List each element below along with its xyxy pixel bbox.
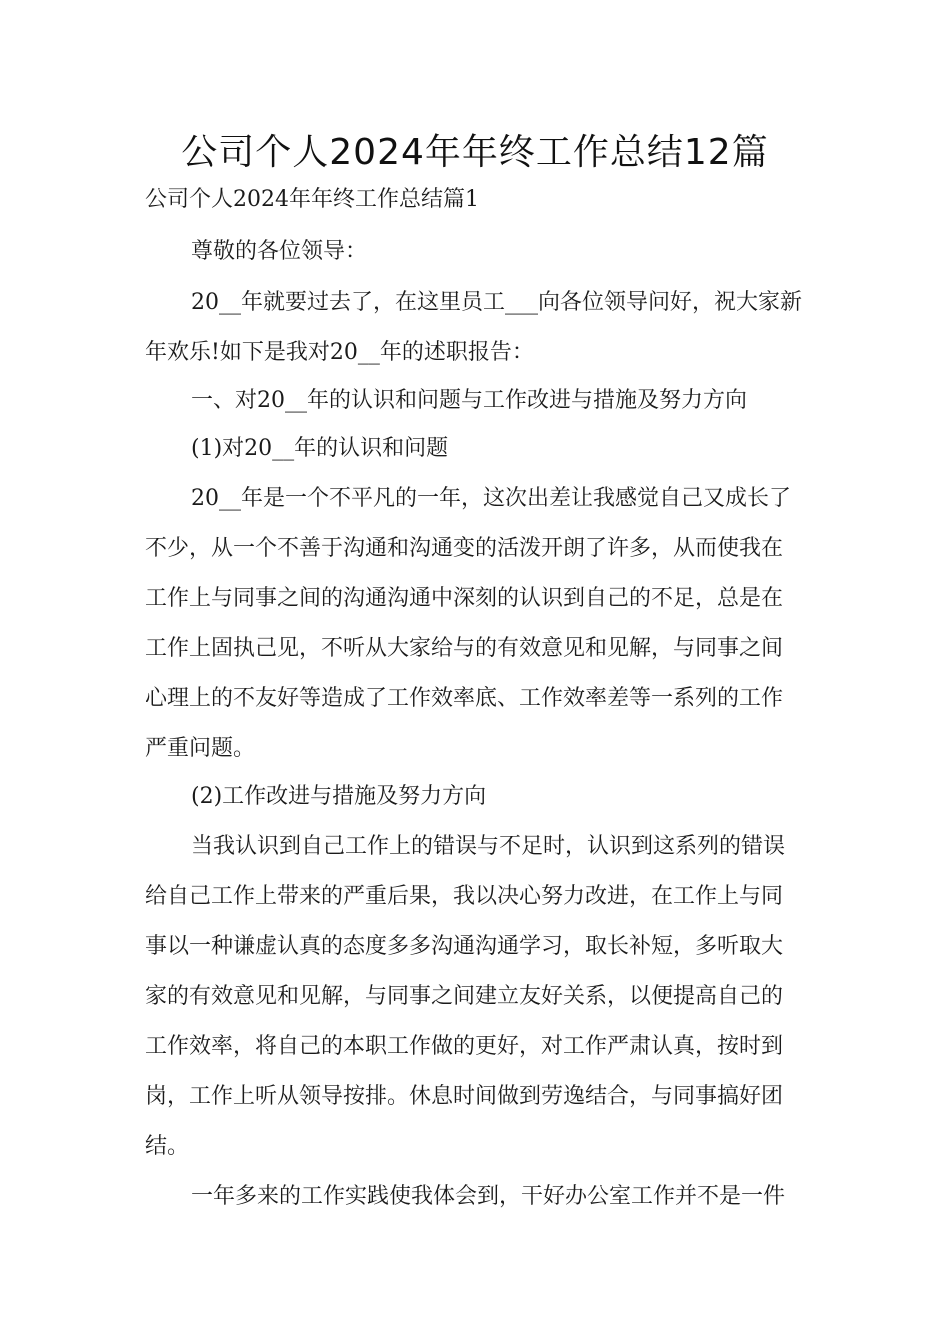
paragraph-line: 工作上固执己见，不听从大家给与的有效意见和见解，与同事之间 [145, 636, 784, 661]
paragraph-line: 20__年是一个不平凡的一年，这次出差让我感觉自己又成长了 [191, 486, 791, 511]
paragraph-line: 年欢乐!如下是我对20__年的述职报告： [145, 340, 534, 365]
paragraph-line: 不少，从一个不善于沟通和沟通变的活泼开朗了许多，从而使我在 [145, 536, 784, 561]
paragraph-line: 结。 [145, 1134, 190, 1159]
paragraph-line: 严重问题。 [145, 736, 256, 761]
document-title: 公司个人2024年年终工作总结12篇 [181, 132, 769, 173]
section-heading: 公司个人2024年年终工作总结篇1 [145, 187, 479, 212]
paragraph-line: 岗，工作上听从领导按排。休息时间做到劳逸结合，与同事搞好团 [145, 1084, 784, 1109]
paragraph-line: 一年多来的工作实践使我体会到，干好办公室工作并不是一件 [191, 1184, 786, 1209]
heading-line: (1)对20__年的认识和问题 [191, 436, 449, 461]
paragraph-line: 工作效率，将自己的本职工作做的更好，对工作严肃认真，按时到 [145, 1034, 784, 1059]
heading-line: (2)工作改进与措施及努力方向 [191, 784, 487, 809]
salutation: 尊敬的各位领导： [191, 239, 368, 264]
paragraph-line: 事以一种谦虚认真的态度多多沟通沟通学习，取长补短，多听取大 [145, 934, 784, 959]
paragraph-line: 心理上的不友好等造成了工作效率底、工作效率差等一系列的工作 [145, 686, 784, 711]
heading-line: 一、对20__年的认识和问题与工作改进与措施及努力方向 [191, 388, 747, 413]
paragraph-line: 20__年就要过去了，在这里员工___向各位领导问好，祝大家新 [191, 290, 802, 315]
paragraph-line: 当我认识到自己工作上的错误与不足时，认识到这系列的错误 [191, 834, 786, 859]
paragraph-line: 给自己工作上带来的严重后果，我以决心努力改进，在工作上与同 [145, 884, 784, 909]
paragraph-line: 工作上与同事之间的沟通沟通中深刻的认识到自己的不足，总是在 [145, 586, 784, 611]
paragraph-line: 家的有效意见和见解，与同事之间建立友好关系，以便提高自己的 [145, 984, 784, 1009]
